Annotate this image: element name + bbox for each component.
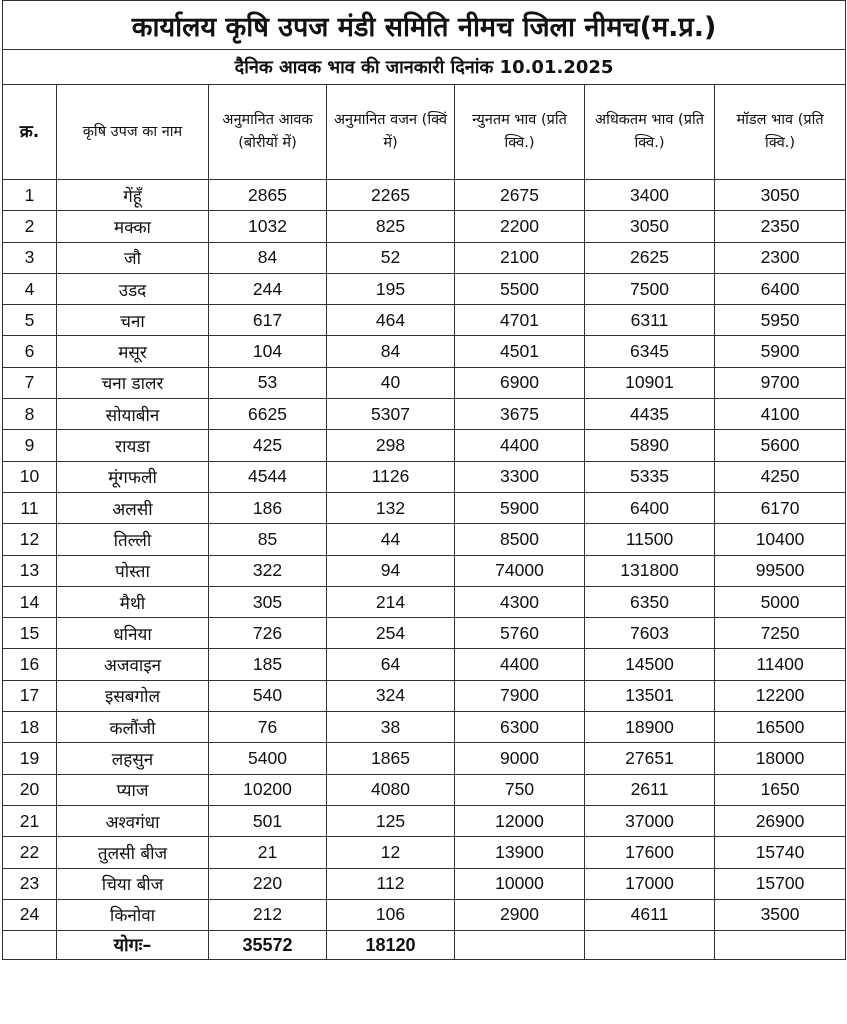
cell-serial: 22 (3, 837, 57, 868)
cell-min-price: 2100 (455, 242, 585, 273)
cell-crop-name: इसबगोल (57, 680, 209, 711)
cell-modal-price: 7250 (715, 618, 846, 649)
cell-min-price: 2675 (455, 180, 585, 211)
cell-weight: 5307 (327, 399, 455, 430)
report-subtitle: दैनिक आवक भाव की जानकारी दिनांक 10.01.2025 (3, 50, 846, 85)
cell-max-price: 10901 (585, 367, 715, 398)
cell-modal-price: 26900 (715, 805, 846, 836)
table-row (3, 680, 846, 711)
cell-max-price: 4435 (585, 399, 715, 430)
cell-serial: 17 (3, 680, 57, 711)
cell-max-price: 5890 (585, 430, 715, 461)
total-label: योगः– (57, 931, 209, 960)
cell-max-price: 6311 (585, 305, 715, 336)
table-row (3, 180, 846, 211)
table-row (3, 430, 846, 461)
cell-crop-name: चना डालर (57, 367, 209, 398)
cell-crop-name: अश्वगंधा (57, 805, 209, 836)
cell-serial: 24 (3, 899, 57, 930)
cell-weight: 2265 (327, 180, 455, 211)
cell-crop-name: किनोवा (57, 899, 209, 930)
cell-serial: 23 (3, 868, 57, 899)
cell-weight: 38 (327, 712, 455, 743)
cell-modal-price: 5600 (715, 430, 846, 461)
cell-modal-price: 3050 (715, 180, 846, 211)
cell-weight: 40 (327, 367, 455, 398)
cell-weight: 125 (327, 805, 455, 836)
cell-max-price: 4611 (585, 899, 715, 930)
cell-max-price: 27651 (585, 743, 715, 774)
table-row (3, 555, 846, 586)
header-max-price: अधिकतम भाव (प्रति क्वि.) (585, 85, 715, 180)
cell-max-price: 7603 (585, 618, 715, 649)
cell-max-price: 11500 (585, 524, 715, 555)
cell-min-price: 13900 (455, 837, 585, 868)
cell-modal-price: 9700 (715, 367, 846, 398)
cell-arrival-bags: 322 (209, 555, 327, 586)
cell-min-price: 10000 (455, 868, 585, 899)
header-min-price: न्युनतम भाव (प्रति क्वि.) (455, 85, 585, 180)
table-row (3, 273, 846, 304)
cell-serial: 12 (3, 524, 57, 555)
cell-max-price: 7500 (585, 273, 715, 304)
cell-crop-name: प्याज (57, 774, 209, 805)
cell-weight: 112 (327, 868, 455, 899)
cell-crop-name: रायडा (57, 430, 209, 461)
cell-serial: 2 (3, 211, 57, 242)
cell-max-price: 2625 (585, 242, 715, 273)
cell-arrival-bags: 10200 (209, 774, 327, 805)
cell-modal-price: 6170 (715, 492, 846, 523)
cell-crop-name: चिया बीज (57, 868, 209, 899)
cell-min-price: 2200 (455, 211, 585, 242)
total-blank-modal (715, 931, 846, 960)
table-row (3, 399, 846, 430)
cell-modal-price: 15740 (715, 837, 846, 868)
cell-max-price: 18900 (585, 712, 715, 743)
cell-min-price: 4300 (455, 586, 585, 617)
cell-modal-price: 3500 (715, 899, 846, 930)
cell-modal-price: 2300 (715, 242, 846, 273)
cell-arrival-bags: 212 (209, 899, 327, 930)
cell-weight: 214 (327, 586, 455, 617)
cell-crop-name: कलौंजी (57, 712, 209, 743)
cell-arrival-bags: 244 (209, 273, 327, 304)
header-crop-name: कृषि उपज का नाम (57, 85, 209, 180)
cell-min-price: 5760 (455, 618, 585, 649)
cell-arrival-bags: 104 (209, 336, 327, 367)
cell-serial: 6 (3, 336, 57, 367)
cell-modal-price: 11400 (715, 649, 846, 680)
table-row (3, 524, 846, 555)
cell-serial: 13 (3, 555, 57, 586)
cell-crop-name: अजवाइन (57, 649, 209, 680)
cell-serial: 10 (3, 461, 57, 492)
cell-serial: 15 (3, 618, 57, 649)
cell-min-price: 8500 (455, 524, 585, 555)
cell-serial: 7 (3, 367, 57, 398)
cell-arrival-bags: 305 (209, 586, 327, 617)
cell-weight: 825 (327, 211, 455, 242)
cell-weight: 52 (327, 242, 455, 273)
total-blank-max (585, 931, 715, 960)
cell-modal-price: 10400 (715, 524, 846, 555)
cell-arrival-bags: 21 (209, 837, 327, 868)
cell-arrival-bags: 425 (209, 430, 327, 461)
cell-max-price: 6350 (585, 586, 715, 617)
cell-crop-name: अलसी (57, 492, 209, 523)
cell-max-price: 17600 (585, 837, 715, 868)
table-row (3, 805, 846, 836)
cell-max-price: 6345 (585, 336, 715, 367)
cell-arrival-bags: 501 (209, 805, 327, 836)
table-row (3, 868, 846, 899)
cell-crop-name: मक्का (57, 211, 209, 242)
table-row (3, 211, 846, 242)
cell-modal-price: 15700 (715, 868, 846, 899)
cell-arrival-bags: 6625 (209, 399, 327, 430)
cell-arrival-bags: 76 (209, 712, 327, 743)
cell-modal-price: 2350 (715, 211, 846, 242)
cell-arrival-bags: 617 (209, 305, 327, 336)
cell-crop-name: मसूर (57, 336, 209, 367)
cell-max-price: 131800 (585, 555, 715, 586)
cell-crop-name: उडद (57, 273, 209, 304)
cell-max-price: 13501 (585, 680, 715, 711)
cell-weight: 464 (327, 305, 455, 336)
total-weight: 18120 (327, 931, 455, 960)
cell-serial: 14 (3, 586, 57, 617)
table-row (3, 899, 846, 930)
cell-modal-price: 5000 (715, 586, 846, 617)
total-blank-min (455, 931, 585, 960)
cell-min-price: 5900 (455, 492, 585, 523)
mandi-price-table (2, 0, 846, 960)
cell-crop-name: सोयाबीन (57, 399, 209, 430)
cell-min-price: 3675 (455, 399, 585, 430)
cell-serial: 5 (3, 305, 57, 336)
cell-weight: 94 (327, 555, 455, 586)
cell-weight: 84 (327, 336, 455, 367)
header-row (3, 85, 846, 180)
cell-arrival-bags: 84 (209, 242, 327, 273)
cell-weight: 298 (327, 430, 455, 461)
cell-arrival-bags: 185 (209, 649, 327, 680)
cell-arrival-bags: 186 (209, 492, 327, 523)
cell-serial: 1 (3, 180, 57, 211)
cell-weight: 106 (327, 899, 455, 930)
cell-arrival-bags: 540 (209, 680, 327, 711)
cell-arrival-bags: 2865 (209, 180, 327, 211)
cell-arrival-bags: 1032 (209, 211, 327, 242)
table-row (3, 305, 846, 336)
table-row (3, 712, 846, 743)
total-blank (3, 931, 57, 960)
cell-serial: 9 (3, 430, 57, 461)
cell-weight: 64 (327, 649, 455, 680)
cell-min-price: 6300 (455, 712, 585, 743)
cell-crop-name: गेंहूँ (57, 180, 209, 211)
cell-serial: 3 (3, 242, 57, 273)
cell-weight: 1126 (327, 461, 455, 492)
table-row (3, 492, 846, 523)
cell-arrival-bags: 220 (209, 868, 327, 899)
cell-arrival-bags: 53 (209, 367, 327, 398)
cell-crop-name: मूंगफली (57, 461, 209, 492)
total-row (3, 931, 846, 960)
cell-max-price: 6400 (585, 492, 715, 523)
total-bags: 35572 (209, 931, 327, 960)
header-weight: अनुमानित वजन (क्विं में) (327, 85, 455, 180)
cell-serial: 19 (3, 743, 57, 774)
cell-min-price: 7900 (455, 680, 585, 711)
cell-crop-name: धनिया (57, 618, 209, 649)
table-row (3, 242, 846, 273)
header-arrival-bags: अनुमानित आवक (बोरीयों में) (209, 85, 327, 180)
table-row (3, 837, 846, 868)
cell-crop-name: जौ (57, 242, 209, 273)
cell-serial: 16 (3, 649, 57, 680)
cell-modal-price: 4250 (715, 461, 846, 492)
cell-serial: 4 (3, 273, 57, 304)
cell-modal-price: 4100 (715, 399, 846, 430)
table-row (3, 367, 846, 398)
cell-modal-price: 5950 (715, 305, 846, 336)
cell-min-price: 2900 (455, 899, 585, 930)
cell-min-price: 5500 (455, 273, 585, 304)
cell-weight: 324 (327, 680, 455, 711)
cell-modal-price: 5900 (715, 336, 846, 367)
cell-min-price: 4400 (455, 430, 585, 461)
cell-weight: 254 (327, 618, 455, 649)
cell-min-price: 750 (455, 774, 585, 805)
cell-crop-name: तुलसी बीज (57, 837, 209, 868)
cell-max-price: 3050 (585, 211, 715, 242)
header-modal-price: मॉडल भाव (प्रति क्वि.) (715, 85, 846, 180)
cell-modal-price: 16500 (715, 712, 846, 743)
cell-serial: 20 (3, 774, 57, 805)
cell-crop-name: तिल्ली (57, 524, 209, 555)
cell-max-price: 14500 (585, 649, 715, 680)
table-row (3, 461, 846, 492)
cell-max-price: 17000 (585, 868, 715, 899)
cell-weight: 132 (327, 492, 455, 523)
cell-modal-price: 99500 (715, 555, 846, 586)
table-row (3, 336, 846, 367)
cell-min-price: 3300 (455, 461, 585, 492)
cell-min-price: 4501 (455, 336, 585, 367)
cell-crop-name: चना (57, 305, 209, 336)
cell-serial: 21 (3, 805, 57, 836)
cell-modal-price: 1650 (715, 774, 846, 805)
cell-min-price: 6900 (455, 367, 585, 398)
cell-arrival-bags: 5400 (209, 743, 327, 774)
cell-serial: 8 (3, 399, 57, 430)
cell-min-price: 9000 (455, 743, 585, 774)
cell-arrival-bags: 85 (209, 524, 327, 555)
page-title: कार्यालय कृषि उपज मंडी समिति नीमच जिला नीमच(म.प्र.) (3, 1, 846, 50)
table-row (3, 774, 846, 805)
cell-weight: 12 (327, 837, 455, 868)
cell-max-price: 5335 (585, 461, 715, 492)
cell-crop-name: लहसुन (57, 743, 209, 774)
table-row (3, 743, 846, 774)
cell-modal-price: 6400 (715, 273, 846, 304)
cell-min-price: 4400 (455, 649, 585, 680)
cell-serial: 18 (3, 712, 57, 743)
cell-min-price: 4701 (455, 305, 585, 336)
cell-max-price: 37000 (585, 805, 715, 836)
cell-arrival-bags: 726 (209, 618, 327, 649)
cell-weight: 4080 (327, 774, 455, 805)
header-serial: क्र. (3, 85, 57, 180)
cell-crop-name: पोस्ता (57, 555, 209, 586)
cell-modal-price: 12200 (715, 680, 846, 711)
cell-arrival-bags: 4544 (209, 461, 327, 492)
table-row (3, 618, 846, 649)
table-row (3, 649, 846, 680)
cell-weight: 44 (327, 524, 455, 555)
cell-weight: 195 (327, 273, 455, 304)
table-row (3, 586, 846, 617)
cell-weight: 1865 (327, 743, 455, 774)
cell-serial: 11 (3, 492, 57, 523)
cell-modal-price: 18000 (715, 743, 846, 774)
cell-max-price: 3400 (585, 180, 715, 211)
cell-min-price: 74000 (455, 555, 585, 586)
cell-max-price: 2611 (585, 774, 715, 805)
cell-crop-name: मैथी (57, 586, 209, 617)
cell-min-price: 12000 (455, 805, 585, 836)
